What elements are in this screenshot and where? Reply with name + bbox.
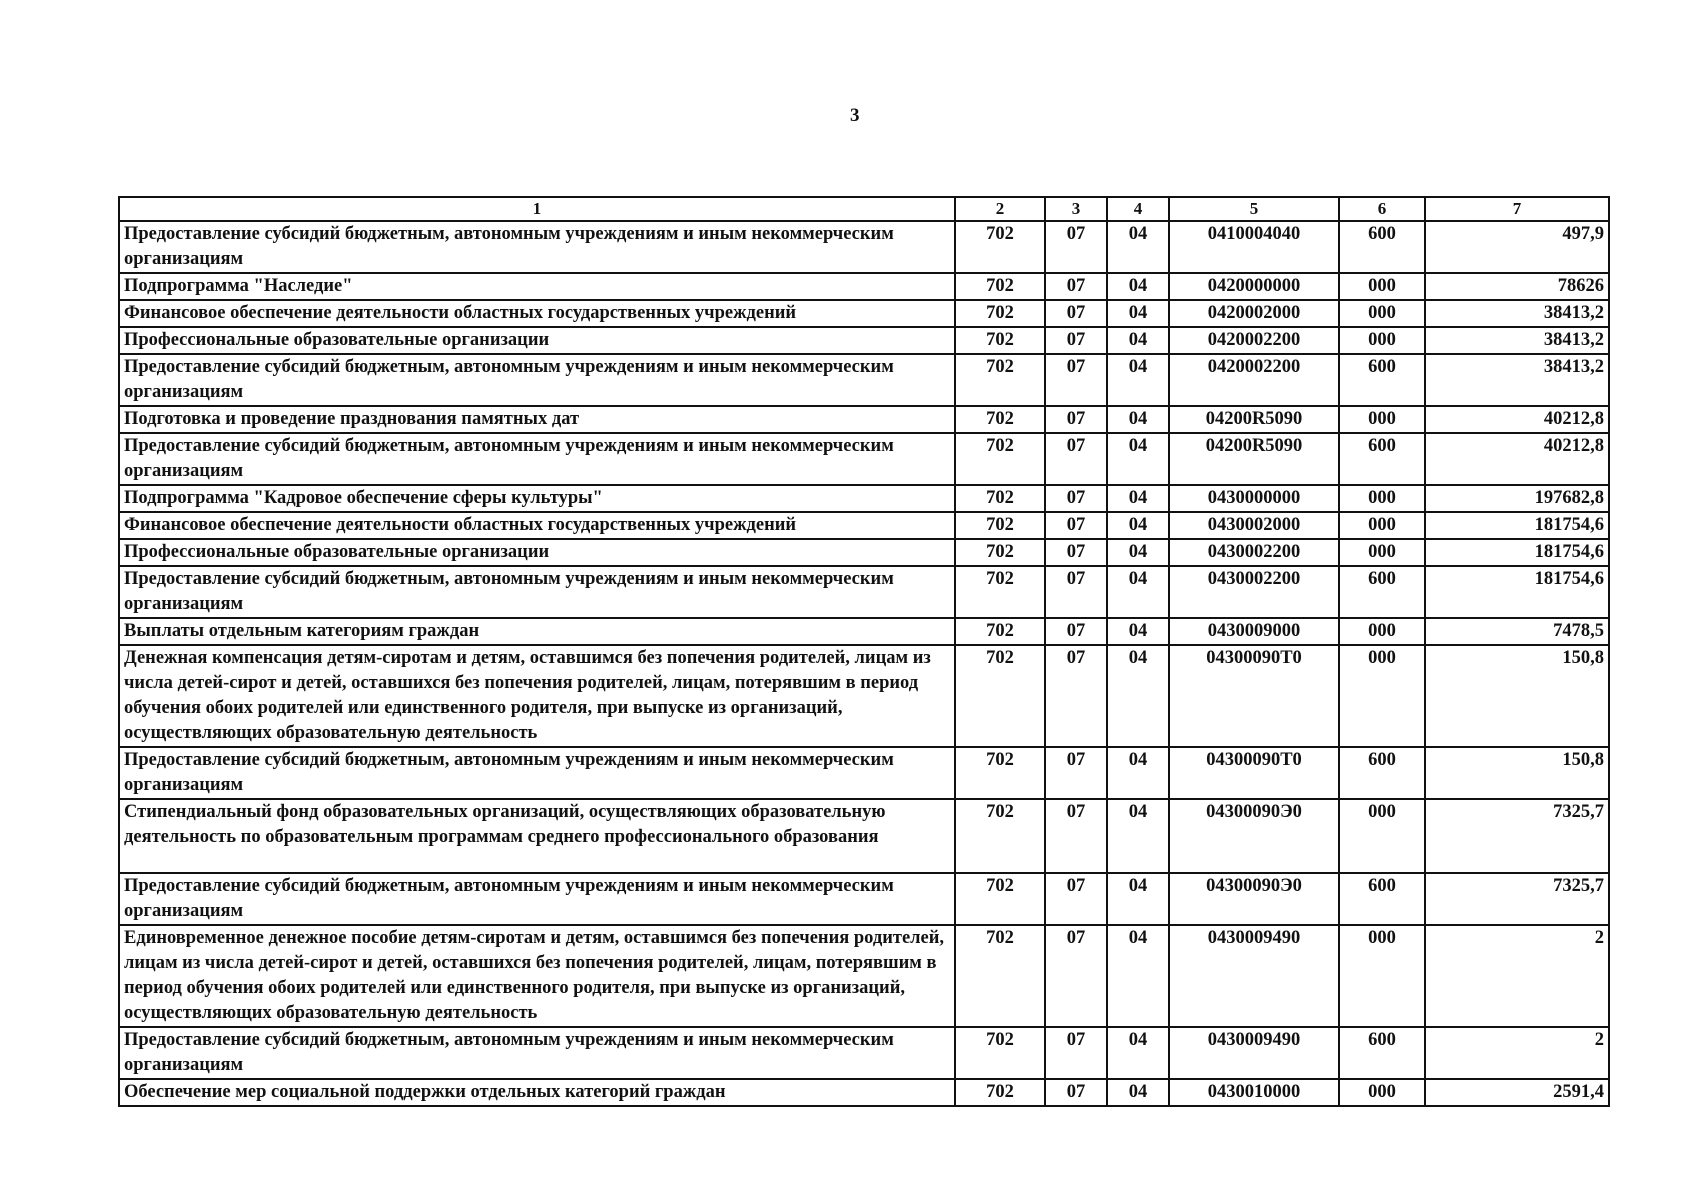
row-col-2: 702	[955, 925, 1045, 1027]
row-col-6: 000	[1339, 406, 1425, 433]
row-col-3: 07	[1045, 645, 1107, 747]
header-col-2: 2	[955, 197, 1045, 221]
row-col-3: 07	[1045, 539, 1107, 566]
table-row	[119, 1027, 1609, 1079]
row-name: Финансовое обеспечение деятельности областных государственных учреждений	[119, 300, 955, 327]
row-col-2: 702	[955, 327, 1045, 354]
row-col-4: 04	[1107, 406, 1169, 433]
table-row	[119, 273, 1609, 300]
row-amount: 181754,6	[1425, 566, 1609, 618]
row-col-2: 702	[955, 406, 1045, 433]
row-col-4: 04	[1107, 873, 1169, 925]
row-amount: 150,8	[1425, 645, 1609, 747]
row-col-3: 07	[1045, 327, 1107, 354]
row-col-6: 000	[1339, 1079, 1425, 1106]
table-row	[119, 645, 1609, 747]
table-row	[119, 512, 1609, 539]
row-col-6: 000	[1339, 327, 1425, 354]
row-col-6: 000	[1339, 300, 1425, 327]
table-row	[119, 485, 1609, 512]
row-name: Подготовка и проведение празднования памятных дат	[119, 406, 955, 433]
table-row	[119, 300, 1609, 327]
table-header-row	[119, 197, 1609, 221]
row-col-2: 702	[955, 747, 1045, 799]
row-col-2: 702	[955, 539, 1045, 566]
row-name: Предоставление субсидий бюджетным, автономным учреждениям и иным некоммерческим организациям	[119, 433, 955, 485]
row-amount: 40212,8	[1425, 406, 1609, 433]
row-col-6: 000	[1339, 618, 1425, 645]
row-col-5: 0420002200	[1169, 354, 1339, 406]
row-col-4: 04	[1107, 433, 1169, 485]
budget-table	[118, 196, 1610, 1107]
table-row	[119, 747, 1609, 799]
table-row	[119, 539, 1609, 566]
row-col-5: 0430000000	[1169, 485, 1339, 512]
row-col-4: 04	[1107, 300, 1169, 327]
row-col-4: 04	[1107, 485, 1169, 512]
row-name: Подпрограмма "Наследие"	[119, 273, 955, 300]
row-col-4: 04	[1107, 221, 1169, 273]
header-col-6: 6	[1339, 197, 1425, 221]
table-row	[119, 406, 1609, 433]
row-amount: 2	[1425, 925, 1609, 1027]
row-col-3: 07	[1045, 300, 1107, 327]
header-col-7: 7	[1425, 197, 1609, 221]
row-amount: 2	[1425, 1027, 1609, 1079]
header-col-1: 1	[119, 197, 955, 221]
row-col-3: 07	[1045, 433, 1107, 485]
row-amount: 40212,8	[1425, 433, 1609, 485]
row-col-3: 07	[1045, 406, 1107, 433]
row-col-5: 0430009000	[1169, 618, 1339, 645]
row-col-5: 0430002000	[1169, 512, 1339, 539]
row-col-6: 600	[1339, 433, 1425, 485]
row-name: Единовременное денежное пособие детям-сиротам и детям, оставшимся без попечения родителей, лицам из числа детей-сирот и детей, оставшихся без попечения родителей, лицам, потерявшим в период обучения обоих родителей или единственного родителя, при выпуске из организаций, осуществляющих образовательную деятельность	[119, 925, 955, 1027]
table-row	[119, 618, 1609, 645]
row-col-3: 07	[1045, 566, 1107, 618]
row-col-4: 04	[1107, 327, 1169, 354]
row-name: Предоставление субсидий бюджетным, автономным учреждениям и иным некоммерческим организациям	[119, 873, 955, 925]
row-col-4: 04	[1107, 645, 1169, 747]
row-col-2: 702	[955, 512, 1045, 539]
row-col-2: 702	[955, 433, 1045, 485]
row-name: Предоставление субсидий бюджетным, автономным учреждениям и иным некоммерческим организациям	[119, 1027, 955, 1079]
header-col-3: 3	[1045, 197, 1107, 221]
row-col-5: 0430002200	[1169, 566, 1339, 618]
row-col-6: 000	[1339, 273, 1425, 300]
row-col-4: 04	[1107, 566, 1169, 618]
row-col-6: 600	[1339, 1027, 1425, 1079]
table-row	[119, 327, 1609, 354]
row-col-5: 04300090Т0	[1169, 645, 1339, 747]
row-col-3: 07	[1045, 221, 1107, 273]
row-name: Денежная компенсация детям-сиротам и детям, оставшимся без попечения родителей, лицам из числа детей-сирот и детей, оставшихся без попечения родителей, лицам, потерявшим в период обучения обоих родителей или единственного родителя, при выпуске из организаций, осуществляющих образовательную деятельность	[119, 645, 955, 747]
row-col-5: 0430010000	[1169, 1079, 1339, 1106]
row-amount: 7325,7	[1425, 873, 1609, 925]
row-name: Предоставление субсидий бюджетным, автономным учреждениям и иным некоммерческим организациям	[119, 566, 955, 618]
row-col-2: 702	[955, 485, 1045, 512]
row-col-2: 702	[955, 566, 1045, 618]
row-col-2: 702	[955, 645, 1045, 747]
row-col-4: 04	[1107, 747, 1169, 799]
row-col-4: 04	[1107, 925, 1169, 1027]
row-col-2: 702	[955, 354, 1045, 406]
row-col-4: 04	[1107, 618, 1169, 645]
row-amount: 181754,6	[1425, 512, 1609, 539]
row-col-2: 702	[955, 273, 1045, 300]
row-col-5: 0420002000	[1169, 300, 1339, 327]
row-col-5: 0430009490	[1169, 925, 1339, 1027]
row-col-6: 000	[1339, 539, 1425, 566]
row-col-5: 04300090Э0	[1169, 799, 1339, 873]
row-col-3: 07	[1045, 512, 1107, 539]
row-col-3: 07	[1045, 354, 1107, 406]
row-col-3: 07	[1045, 618, 1107, 645]
row-col-4: 04	[1107, 539, 1169, 566]
row-col-5: 04200R5090	[1169, 406, 1339, 433]
row-col-2: 702	[955, 799, 1045, 873]
table-row	[119, 566, 1609, 618]
row-col-3: 07	[1045, 1079, 1107, 1106]
row-amount: 78626	[1425, 273, 1609, 300]
row-name: Предоставление субсидий бюджетным, автономным учреждениям и иным некоммерческим организациям	[119, 354, 955, 406]
row-col-6: 600	[1339, 566, 1425, 618]
row-col-2: 702	[955, 300, 1045, 327]
row-col-4: 04	[1107, 1027, 1169, 1079]
table-row	[119, 354, 1609, 406]
row-amount: 38413,2	[1425, 354, 1609, 406]
row-name: Профессиональные образовательные организации	[119, 327, 955, 354]
row-col-5: 0430002200	[1169, 539, 1339, 566]
row-name: Стипендиальный фонд образовательных организаций, осуществляющих образовательную деятельность по образовательным программам среднего профессионального образования	[119, 799, 955, 873]
table-row	[119, 221, 1609, 273]
page-number: 3	[850, 105, 860, 126]
row-amount: 150,8	[1425, 747, 1609, 799]
row-name: Обеспечение мер социальной поддержки отдельных категорий граждан	[119, 1079, 955, 1106]
row-col-6: 600	[1339, 873, 1425, 925]
row-col-6: 000	[1339, 925, 1425, 1027]
row-col-4: 04	[1107, 354, 1169, 406]
row-col-5: 04300090Т0	[1169, 747, 1339, 799]
row-col-5: 0430009490	[1169, 1027, 1339, 1079]
row-amount: 38413,2	[1425, 300, 1609, 327]
row-amount: 7325,7	[1425, 799, 1609, 873]
row-col-6: 000	[1339, 485, 1425, 512]
row-col-2: 702	[955, 1079, 1045, 1106]
table-row	[119, 799, 1609, 873]
row-col-6: 600	[1339, 747, 1425, 799]
row-col-3: 07	[1045, 1027, 1107, 1079]
header-col-4: 4	[1107, 197, 1169, 221]
row-col-3: 07	[1045, 925, 1107, 1027]
row-col-5: 0410004040	[1169, 221, 1339, 273]
row-name: Выплаты отдельным категориям граждан	[119, 618, 955, 645]
row-name: Финансовое обеспечение деятельности областных государственных учреждений	[119, 512, 955, 539]
row-col-4: 04	[1107, 1079, 1169, 1106]
row-name: Предоставление субсидий бюджетным, автономным учреждениям и иным некоммерческим организациям	[119, 221, 955, 273]
row-col-2: 702	[955, 1027, 1045, 1079]
row-amount: 38413,2	[1425, 327, 1609, 354]
table-row	[119, 873, 1609, 925]
header-col-5: 5	[1169, 197, 1339, 221]
row-col-5: 04300090Э0	[1169, 873, 1339, 925]
row-col-5: 0420002200	[1169, 327, 1339, 354]
table-row	[119, 433, 1609, 485]
row-col-6: 000	[1339, 645, 1425, 747]
row-col-6: 000	[1339, 512, 1425, 539]
row-col-3: 07	[1045, 485, 1107, 512]
row-col-4: 04	[1107, 273, 1169, 300]
row-col-2: 702	[955, 618, 1045, 645]
row-name: Профессиональные образовательные организации	[119, 539, 955, 566]
row-col-6: 600	[1339, 354, 1425, 406]
row-col-5: 04200R5090	[1169, 433, 1339, 485]
row-col-4: 04	[1107, 512, 1169, 539]
table-row	[119, 925, 1609, 1027]
table-row	[119, 1079, 1609, 1106]
row-col-3: 07	[1045, 873, 1107, 925]
row-name: Подпрограмма "Кадровое обеспечение сферы культуры"	[119, 485, 955, 512]
row-amount: 2591,4	[1425, 1079, 1609, 1106]
row-col-6: 000	[1339, 799, 1425, 873]
row-col-5: 0420000000	[1169, 273, 1339, 300]
row-amount: 7478,5	[1425, 618, 1609, 645]
row-col-2: 702	[955, 221, 1045, 273]
row-name: Предоставление субсидий бюджетным, автономным учреждениям и иным некоммерческим организациям	[119, 747, 955, 799]
row-col-4: 04	[1107, 799, 1169, 873]
row-amount: 497,9	[1425, 221, 1609, 273]
row-col-3: 07	[1045, 273, 1107, 300]
row-col-3: 07	[1045, 747, 1107, 799]
row-col-3: 07	[1045, 799, 1107, 873]
row-col-2: 702	[955, 873, 1045, 925]
row-col-6: 600	[1339, 221, 1425, 273]
row-amount: 181754,6	[1425, 539, 1609, 566]
row-amount: 197682,8	[1425, 485, 1609, 512]
